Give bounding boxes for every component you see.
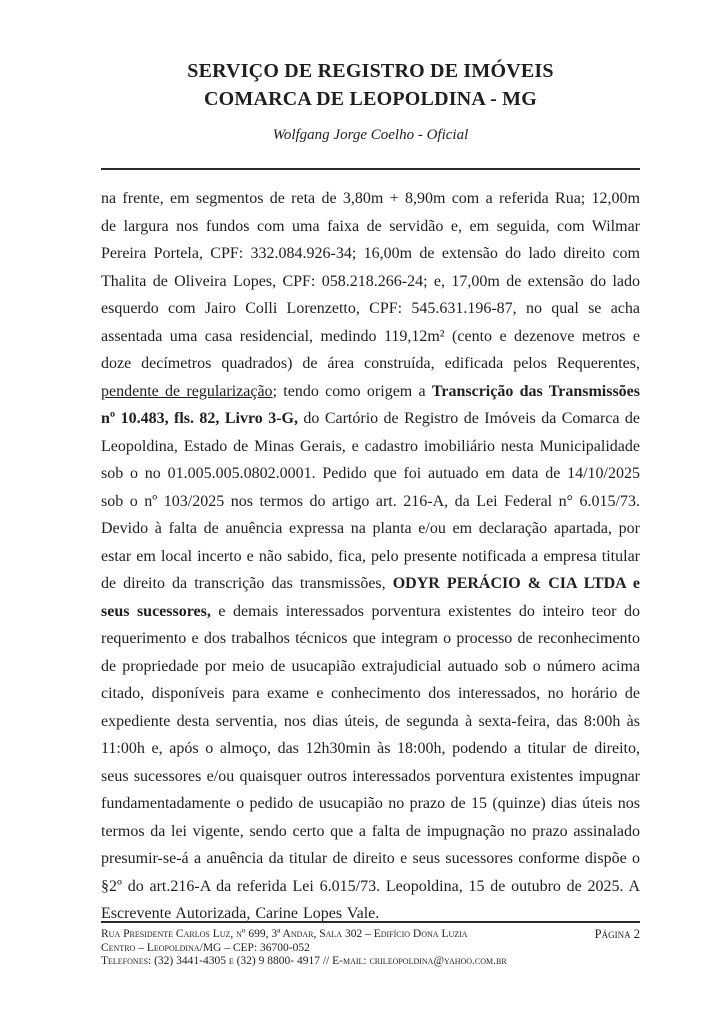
- title-line-2: COMARCA DE LEOPOLDINA - MG: [204, 88, 537, 110]
- document-footer: [101, 921, 640, 969]
- header-divider: [101, 168, 640, 170]
- footer-address-line-1: Rua Presidente Carlos Luz, nº 699, 3ª Andar, Sala 302 – Edifício Dona Luzia: [101, 928, 468, 940]
- official-name: Wolfgang Jorge Coelho - Oficial: [272, 127, 469, 143]
- body-segment-bold: ODYR PERÁCIO & CIA LTDA e seus sucessores,: [101, 575, 641, 620]
- footer-contact-line: Telefones: (32) 3441-4305 e (32) 9 8800- 4917 // E-mail: crileopoldina@yahoo.com.br: [101, 955, 507, 967]
- document-header: [101, 0, 640, 144]
- page-number: Página 2: [594, 927, 640, 941]
- body-segment: e demais interessados porventura existentes do inteiro teor do requerimento e dos trabalhos técnicos que integram o processo de reconhecimento de propriedade por meio de usucapião extrajudicial autuado sob o número acima citado, disponíveis para exame e conhecimento dos interessados, no horário de expediente desta serventia, nos dias úteis, de segunda à sexta-feira, das 8:00h às 11:00h e, após o almoço, das 12h30min às 18:00h, podendo a titular de direito, seus sucessores e/ou quaisquer outros interessados porventura existentes impugnar fundamentadamente o pedido de usucapião no prazo de 15 (quinze) dias úteis nos termos da lei vigente, sendo certo que a falta de impugnação no prazo assinalado presumir-se-á a anuência da titular de direito e seus sucessores conforme dispõe o §2º do art.216-A da referida Lei 6.015/73. Leopoldina, 15 de outubro de 2025. A Escrevente Autorizada, Carine Lopes Vale.: [101, 602, 640, 922]
- body-segment-bold: Transcrição das Transmissões nº 10.483, fls. 82, Livro 3-G,: [101, 382, 640, 427]
- body-paragraph: [101, 185, 640, 928]
- body-segment-underline: pendente de regularização: [101, 382, 273, 400]
- document-content: [101, 0, 640, 944]
- title-line-1: SERVIÇO DE REGISTRO DE IMÓVEIS: [187, 60, 554, 82]
- body-segment: ; tendo como origem a: [272, 382, 432, 400]
- body-segment: na frente, em segmentos de reta de 3,80m + 8,90m com a referida Rua; 12,00m de largura nos fundos com uma faixa de servidão e, em seguida, com Wilmar Pereira Portela, CPF: 332.084.926-34; 16,00m de extensão do lado direito com Thalita de Oliveira Lopes, CPF: 058.218.266-24; e, 17,00m de extensão do lado esquerdo com Jairo Colli Lorenzetto, CPF: 545.631.196-87, no qual se acha assentada uma casa residencial, medindo 119,12m² (cento e dezenove metros e doze decímetros quadrados) de área construída, edificada pelos Requerentes,: [101, 190, 640, 372]
- body-segment: do Cartório de Registro de Imóveis da Comarca de Leopoldina, Estado de Minas Gerais, e cadastro imobiliário nesta Municipalidade sob o no 01.005.005.0802.0001. Pedido que foi autuado em data de 14/10/2025 sob o nº 103/2025 nos termos do artigo art. 216-A, da Lei Federal n° 6.015/73. Devido à falta de anuência expressa na planta e/ou em declaração apartada, por estar em local incerto e não sabido, fica, pelo presente notificada a empresa titular de direito da transcrição das transmissões,: [101, 410, 640, 592]
- footer-address-line-2: Centro – Leopoldina/MG – CEP: 36700-052: [101, 941, 310, 954]
